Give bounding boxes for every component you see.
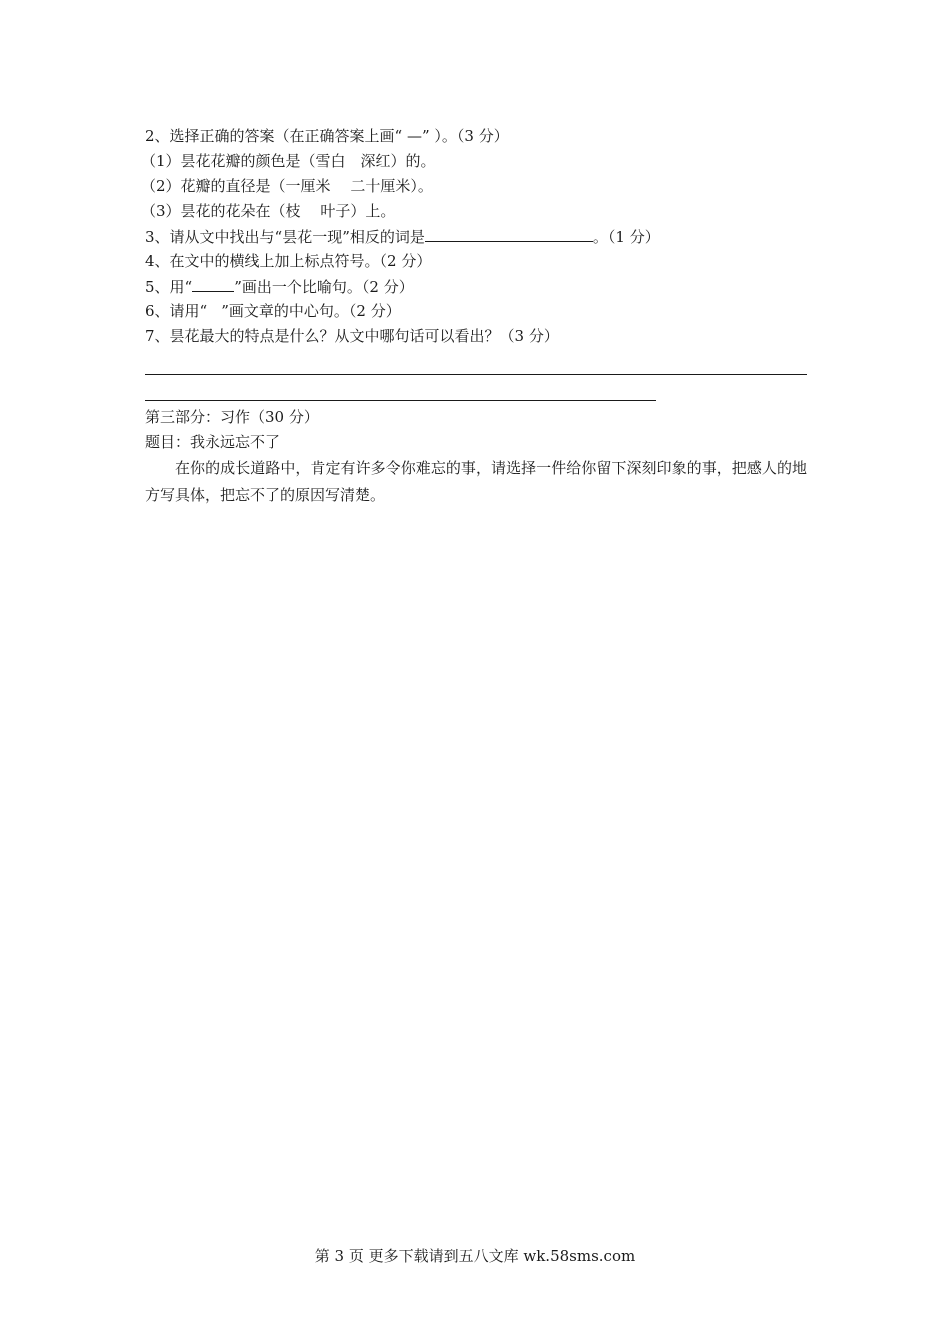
question-2-item-2: （2）花瓣的直径是（一厘米 二十厘米）。 bbox=[141, 177, 433, 195]
question-5-underline-mark bbox=[192, 274, 234, 292]
question-7: 7、昙花最大的特点是什么？从文中哪句话可以看出？（3 分） bbox=[145, 327, 559, 345]
part-3-title: 第三部分：习作（30 分） bbox=[145, 408, 319, 426]
question-2-item-1: （1）昙花花瓣的颜色是（雪白 深红）的。 bbox=[141, 152, 436, 170]
question-3-answer-blank[interactable] bbox=[425, 224, 593, 242]
question-3 bbox=[145, 224, 807, 249]
question-4: 4、在文中的横线上加上标点符号。（2 分） bbox=[145, 252, 432, 270]
essay-instruction: 在你的成长道路中，肯定有许多令你难忘的事，请选择一件给你留下深刻印象的事，把感人的地方写具体，把忘不了的原因写清楚。 bbox=[145, 459, 807, 504]
question-2-item-3: （3）昙花的花朵在（枝 叶子）上。 bbox=[141, 202, 396, 220]
question-2: 2、选择正确的答案（在正确答案上画“ —” ）。（3 分） bbox=[145, 127, 509, 145]
question-5 bbox=[145, 274, 807, 299]
question-7-answer-line-2[interactable] bbox=[145, 375, 656, 401]
page-footer: 第 3 页 更多下载请到五八文库 wk.58sms.com bbox=[314, 1247, 636, 1265]
question-3-suffix: 。（1 分） bbox=[592, 228, 660, 246]
question-6-prefix: 6、请用“ bbox=[145, 302, 208, 320]
essay-topic: 题目：我永远忘不了 bbox=[145, 433, 281, 451]
question-5-suffix: ”画出一个比喻句。（2 分） bbox=[234, 278, 414, 296]
question-6 bbox=[145, 299, 807, 324]
page-content bbox=[141, 124, 807, 509]
question-7-answer-line-1[interactable] bbox=[145, 352, 807, 375]
question-6-suffix: ”画文章的中心句。（2 分） bbox=[221, 302, 401, 320]
question-5-prefix: 5、用“ bbox=[145, 278, 193, 296]
question-3-prefix: 3、请从文中找出与“昙花一现”相反的词是 bbox=[145, 228, 425, 246]
